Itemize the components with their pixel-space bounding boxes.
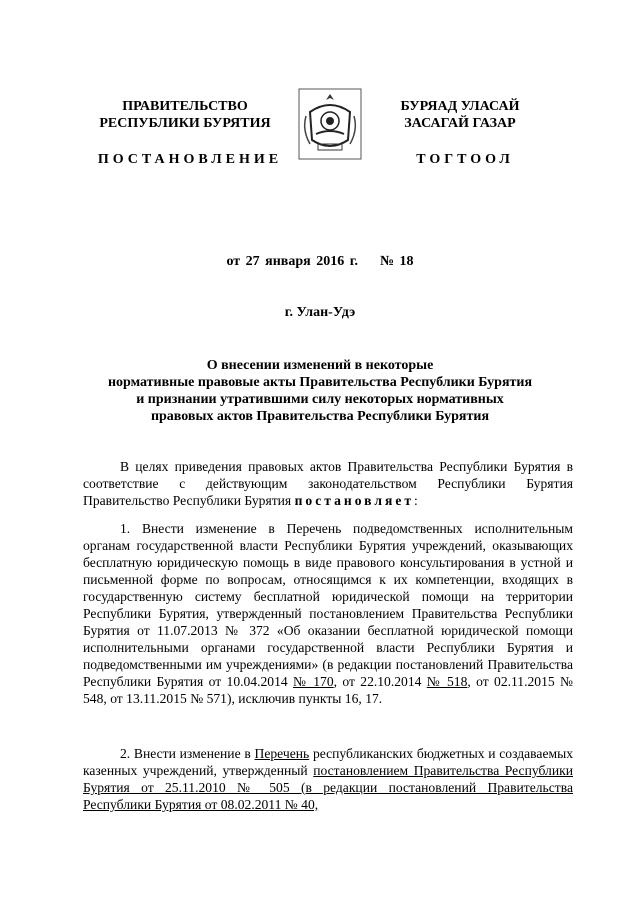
item1-text-a: 1. Внести изменение в Перечень подведомственных исполнительным органам государственной власти Республики Бурятия учреждений, оказывающих бесплатную юридическую помощь в виде правового консультирования в устной и письменной форме по вопросам, относящимся к их компетенции, входящих в государственную систему бесплатной юридической помощи на территории Республики Бурятия, утвержденный постановлением Правительства Республики Бурятия от 11.07.2013 № 372 «Об оказании бесплатной юридической помощи исполнительными органами государственной власти Республики Бурятия и подведомственными им учреждениями» (в редакции постановлений Правительства Республики Бурятия от 10.04.2014: [83, 521, 573, 689]
postanovlyaet-word: постановляет: [294, 493, 415, 508]
decree-city: г. Улан-Удэ: [284, 305, 356, 320]
coat-of-arms-icon: [298, 88, 362, 160]
header-left-line1: ПРАВИТЕЛЬСТВО: [122, 99, 248, 114]
item1-text-c: , от 02.11.2015 № 548, от 13.11.2015 № 571), исключив пункты 16, 17.: [83, 674, 573, 706]
title-line: О внесении изменений в некоторые: [206, 358, 434, 373]
header-left-line2: РЕСПУБЛИКИ БУРЯТИЯ: [99, 116, 271, 131]
item1-text-b: , от 22.10.2014: [333, 674, 427, 689]
preamble-paragraph: [83, 458, 573, 509]
item2-text-b: республиканских бюджетных и создаваемых казенных учреждений, утвержденный: [83, 746, 574, 778]
decree-label-ru: ПОСТАНОВЛЕНИЕ: [97, 152, 283, 167]
title-line: правовых актов Правительства Республики Бурятия: [150, 409, 490, 424]
decree-title: [80, 357, 560, 425]
item-2-paragraph: [83, 745, 573, 813]
decree-date-number: от 27 января 2016 г. № 18: [226, 254, 414, 269]
preamble-colon: :: [414, 493, 418, 508]
header-right-line2: ЗАСАГАЙ ГАЗАР: [404, 116, 516, 131]
item-1-paragraph: [83, 520, 573, 707]
preamble-text: В целях приведения правовых актов Правительства Республики Бурятия в соответствие с действующим законодательством Республики Бурятия Правительство Республики Бурятия: [83, 459, 573, 508]
header-government-ru: [70, 98, 300, 132]
decree-label-bua: ТОГТООЛ: [416, 152, 514, 167]
item1-link-170[interactable]: № 170: [293, 674, 334, 689]
title-line: нормативные правовые акты Правительства Республики Бурятия: [107, 375, 533, 390]
item2-link-perechen[interactable]: Перечень: [254, 746, 310, 761]
header-right-line1: БУРЯАД УЛАСАЙ: [400, 99, 520, 114]
item2-link-postanovlenie[interactable]: постановлением Правительства Республики Бурятия от 25.11.2010 № 505 (в редакции постановлений Правительства Республики Бурятия от 08.02.2011 № 40,: [83, 763, 573, 812]
header-government-bua: [370, 98, 550, 132]
title-line: и признании утратившими силу некоторых нормативных: [136, 392, 504, 407]
item1-link-518[interactable]: № 518: [426, 674, 468, 689]
item2-text-a: 2. Внести изменение в: [120, 746, 255, 761]
